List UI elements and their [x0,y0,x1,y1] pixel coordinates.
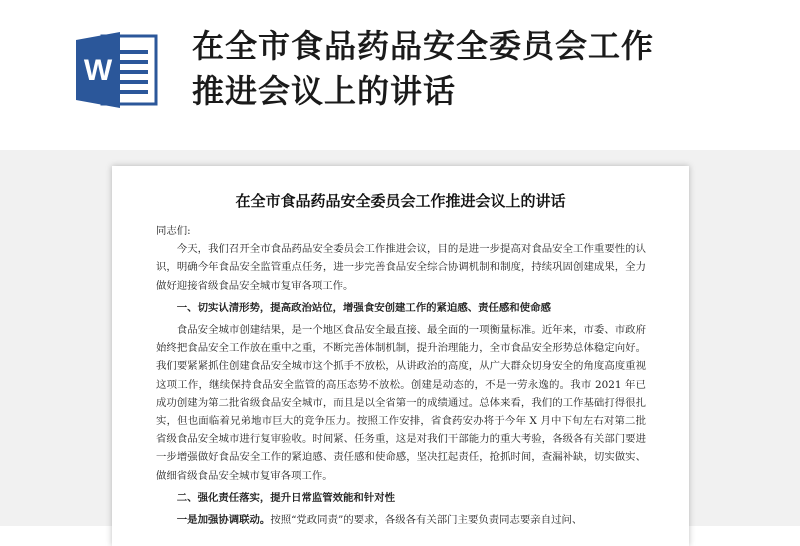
page-header [0,0,800,150]
document-body [156,222,646,529]
salutation: 同志们: [156,225,191,237]
section-heading-1: 一、切实认清形势，提高政治站位，增强食安创建工作的紧迫感、责任感和使命感 [176,301,551,314]
paragraph-text: 按照“党政同责”的要求，各级各有关部门主要负责同志要亲自过问、 [270,514,583,527]
document-title: 在全市食品药品安全委员会工作推进会议上的讲话 [235,192,566,210]
section-heading-2: 二、强化责任落实，提升日常监管效能和针对性 [176,491,395,504]
word-document-icon [72,30,162,110]
paragraph-intro: 今天，我们召开全市食品药品安全委员会工作推进会议，目的是进一步提高对食品安全工作重要性的认识，明确今年食品安全监管重点任务，进一步完善食品安全综合协调机制和制度，持续巩固创建成果，全力做好迎接省级食品安全城市复审各项工作。 [156,243,646,292]
word-letter: W [83,54,113,87]
paragraph-lead: 一是加强协调联动。 [176,514,271,527]
title-line-1: 在全市食品药品安全委员会工作 [192,27,655,65]
document-preview [112,166,689,546]
paragraph-coordination [156,511,646,529]
page-title [192,24,772,114]
title-line-2: 推进会议上的讲话 [192,72,457,110]
paragraph-situation: 食品安全城市创建结果，是一个地区食品安全最直接、最全面的一项衡量标准。近年来，市委、市政府始终把食品安全工作放在重中之重，不断完善体制机制，提升治理能力，全市食品安全形势总体稳定向好。我们要紧紧抓住创建食品安全城市这个抓手不放松，从讲政治的高度，从广大群众切身安全的角度高度重视这项工作，继续保持食品安全监管的高压态势不放松。创建是动态的，不是一劳永逸的。我市 2021 年已成功创建为第二批省级食品安全城市，而且是以全省第一的成绩通过。总体来看，我们的工作基础打得很扎实，但也面临着兄弟地市巨大的竞争压力。按照工作安排，省食药安办将于今年 X 月中下旬左右对第二批省级食品安全城市进行复审验收。时间紧、任务重，这是对我们干部能力的重大考验，各级各有关部门要进一步增强做好食品安全工作的紧迫感、责任感和使命感，坚决扛起责任，抢抓时间，查漏补缺，切实做实、做细省级食品安全城市复审各项工作。 [156,324,646,482]
